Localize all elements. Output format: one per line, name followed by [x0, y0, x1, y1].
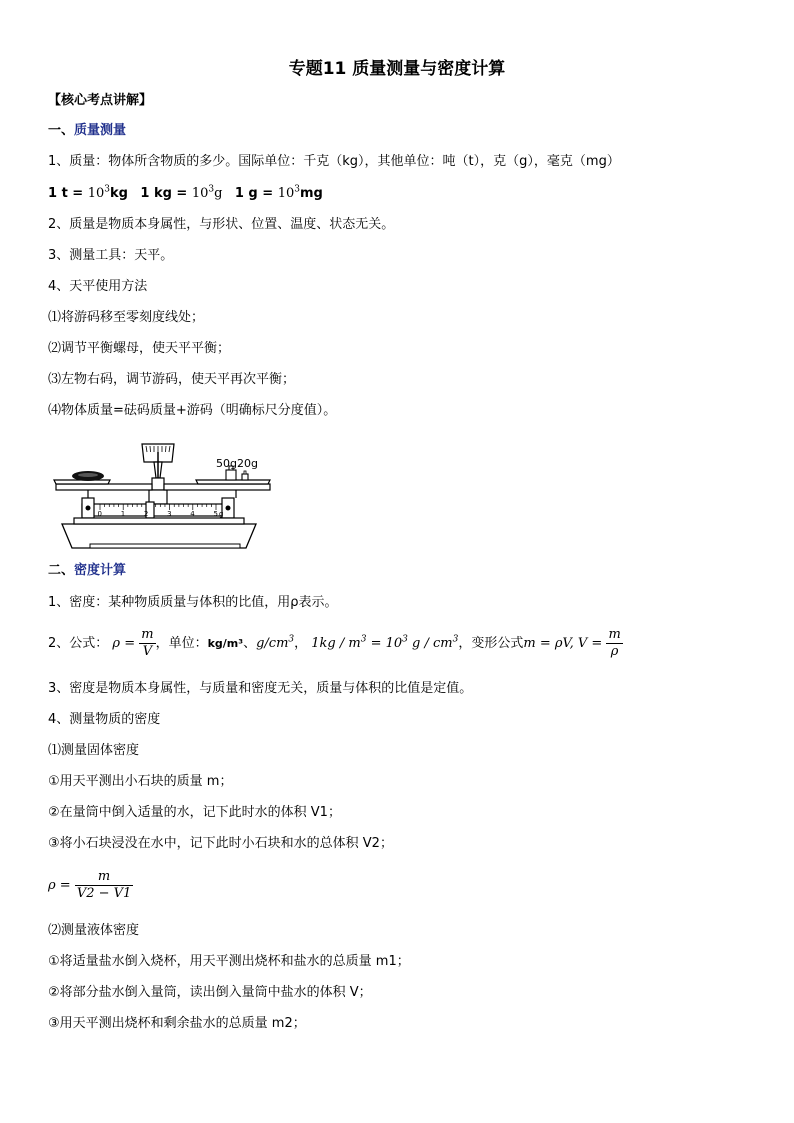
- solid-formula-fraction: $\frac{m}{V2 - V1}$: [76, 869, 132, 901]
- conv-t-label: 1 t =: [48, 186, 88, 201]
- mass-property: 2、质量是物质本身属性，与形状、位置、温度、状态无关。: [48, 217, 395, 232]
- density-property: 3、密度是物质本身属性，与质量和密度无关，质量与体积的比值是定值。: [48, 681, 473, 696]
- solid-density-title: ⑴测量固体密度: [48, 743, 140, 758]
- formula-fraction: $\frac{m}{V}$: [141, 627, 154, 659]
- scale-tick-label: 2: [143, 510, 149, 518]
- section-header: 【核心考点讲解】: [48, 93, 153, 108]
- scale-tick-label: 5: [213, 510, 218, 518]
- transform-formula: m = ρV, V =: [523, 636, 603, 651]
- liquid-step-1: ①将适量盐水倒入烧杯，用天平测出烧杯和盐水的总质量 m1；: [48, 954, 410, 969]
- liquid-step-3: ③用天平测出烧杯和剩余盐水的总质量 m2；: [48, 1016, 306, 1031]
- solid-step-1: ①用天平测出小石块的质量 m；: [48, 774, 233, 789]
- scale-unit-label: g: [219, 510, 224, 518]
- liquid-step-2: ②将部分盐水倒入量筒，读出倒入量筒中盐水的体积 V；: [48, 985, 372, 1000]
- conv-g-unit: mg: [299, 186, 323, 201]
- mass-definition: 1、质量：物体所含物质的多少。国际单位：千克（kg），其他单位：吨（t），克（g），毫克（mg）: [48, 154, 620, 169]
- page-title: 专题11 质量测量与密度计算: [288, 59, 506, 79]
- unit-kg-m3: kg/m³: [207, 637, 244, 650]
- scale-tick-label: 4: [190, 510, 195, 518]
- conv-kg-unit: g: [214, 186, 223, 201]
- solid-step-3: ③将小石块浸没在水中，记下此时小石块和水的总体积 V2；: [48, 836, 393, 851]
- conv-g-label: 1 g =: [234, 186, 278, 201]
- density-measure-title: 4、测量物质的密度: [48, 712, 161, 727]
- scale-tick-label: 3: [167, 510, 172, 518]
- conv-t-value: $10^3$: [87, 184, 111, 201]
- balance-step-2: ⑵调节平衡螺母，使天平平衡；: [48, 341, 231, 356]
- formula-rho: ρ =: [112, 636, 136, 651]
- liquid-density-title: ⑵测量液体密度: [48, 923, 140, 938]
- balance-usage-title: 4、天平使用方法: [48, 279, 148, 294]
- units-label: ，单位：: [155, 636, 208, 651]
- density-definition: 1、密度：某种物质质量与体积的比值，用ρ表示。: [48, 595, 338, 610]
- mass-tool: 3、测量工具：天平。: [48, 248, 174, 263]
- balance-step-4: ⑷物体质量=砝码质量+游码（明确标尺分度值）。: [48, 403, 337, 418]
- balance-step-3: ⑶左物右码，调节游码，使天平再次平衡；: [48, 372, 296, 387]
- unit-g-cm3: $g/cm^3$: [256, 634, 295, 651]
- section-2-heading: [48, 562, 126, 580]
- section-2-number: 二、: [48, 563, 75, 578]
- solid-density-formula: [48, 866, 133, 906]
- section-1-heading: [48, 122, 126, 140]
- section-1-title: 质量测量: [74, 123, 127, 138]
- balance-step-1: ⑴将游码移至零刻度线处；: [48, 310, 205, 325]
- weights-label: 50g20g: [216, 457, 258, 470]
- scale-tick-label: 1: [120, 510, 126, 518]
- balance-figure: [50, 434, 280, 550]
- transform-label: ，变形公式: [458, 636, 524, 651]
- scale-tick-label: 0: [97, 510, 102, 518]
- section-2-title: 密度计算: [74, 563, 127, 578]
- section-1-number: 一、: [48, 123, 75, 138]
- conv-kg-value: $10^3$: [191, 184, 215, 201]
- conv-t-unit: kg: [110, 186, 128, 201]
- conv-kg-label: 1 kg =: [140, 186, 192, 201]
- formula-prefix: 2、公式：: [48, 636, 109, 651]
- mass-unit-conversions: [48, 185, 323, 203]
- density-formula-line: 2、公式： ρ = $\frac{m}{V}$ ，单位：kg/m³、$g/cm^3$， $1kg / m^3 = 10^3$ g / $cm^3$，变形公式m = ρV, V = $\frac{m}{\rho}$: [48, 627, 621, 659]
- unit-conversion: $1kg / m^3 = 10^3$ g / $cm^3$: [311, 634, 459, 651]
- solid-step-2: ②在量筒中倒入适量的水，记下此时水的体积 V1；: [48, 805, 341, 820]
- solid-formula-lhs: ρ =: [48, 878, 71, 893]
- transform-fraction: $\frac{m}{\rho}$: [608, 627, 621, 659]
- conv-g-value: $10^3$: [277, 184, 300, 201]
